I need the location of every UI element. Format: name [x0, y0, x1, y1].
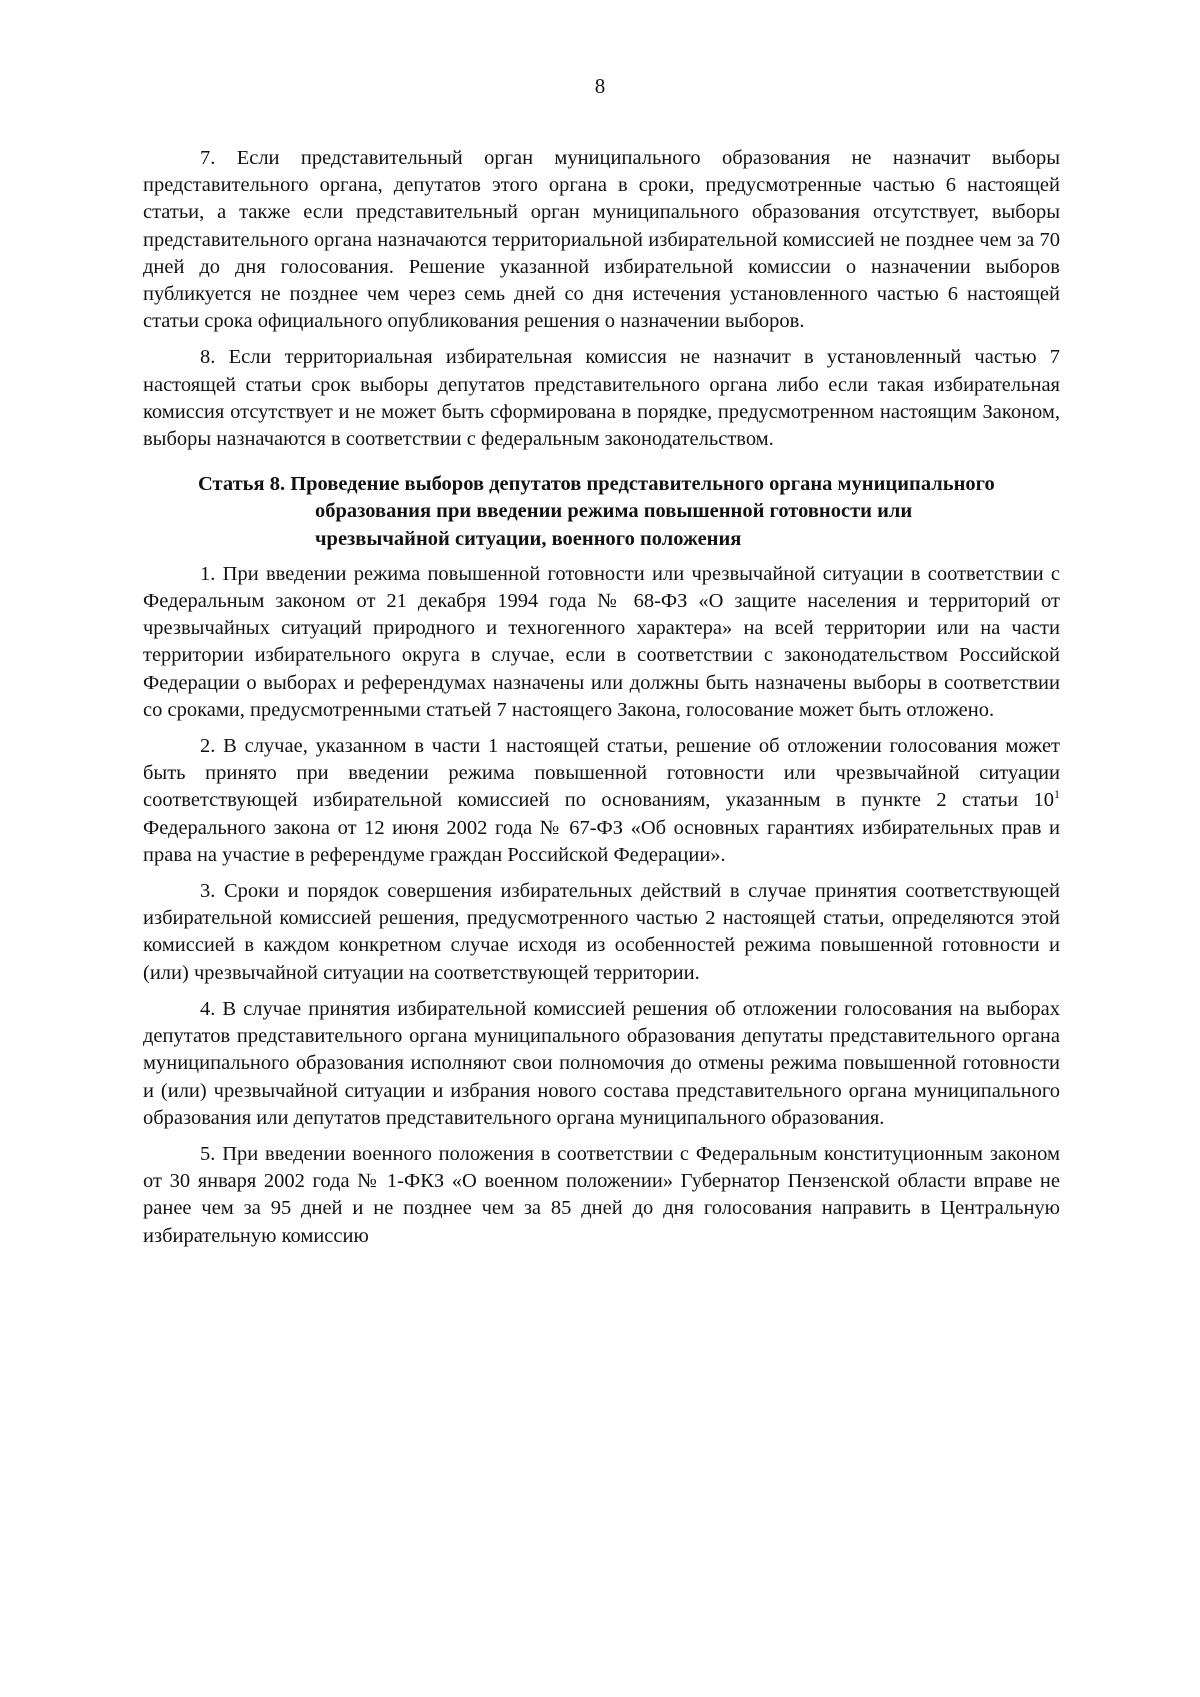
paragraph-2-text-start: 2. В случае, указанном в части 1 настоящей статьи, решение об отложении голосования может быть принято при введении режима повышенной готовности или чрезвычайной ситуации соответствующей избирательной комиссией по основаниям, указанным в пункте 2 статьи 10 — [143, 735, 1060, 812]
article-8-paragraph-1: 1. При введении режима повышенной готовности или чрезвычайной ситуации в соответствии с Федеральным законом от 21 декабря 1994 года № 68-ФЗ «О защите населения и территорий от чрезвычайных ситуаций природного и техногенного характера» на всей территории или на части территории избирательного округа в случае, если в соответствии с законодательством Российской Федерации о выборах и референдумах назначены или должны быть назначены выборы в соответствии со сроками, предусмотренными статьей 7 настоящего Закона, голосование может быть отложено. — [143, 562, 1060, 721]
paragraph-2-text-end: Федерального закона от 12 июня 2002 года № 67-ФЗ «Об основных гарантиях избирательных прав и права на участие в референдуме граждан Российской Федерации». — [143, 816, 1060, 866]
article-8-paragraph-3: 3. Сроки и порядок совершения избирательных действий в случае принятия соответствующей избирательной комиссией решения, предусмотренного частью 2 настоящей статьи, определяются этой комиссией в каждом конкретном случае исходя из особенностей режима повышенной готовности и (или) чрезвычайной ситуации на соответствующей территории. — [143, 880, 1060, 984]
article-8-paragraph-5: 5. При введении военного положения в соответствии с Федеральным конституционным законом от 30 января 2002 года № 1-ФКЗ «О военном положении» Губернатор Пензенской области вправе не ранее чем за 95 дней и не позднее чем за 85 дней до дня голосования направить в Центральную избирательную комиссию — [143, 1142, 1060, 1247]
superscript-footnote: 1 — [1054, 787, 1060, 802]
paragraph-8: 8. Если территориальная избирательная комиссия не назначит в установленный частью 7 настоящей статьи срок выборы депутатов представительного органа либо если такая избирательная комиссия отсутствует и не может быть сформирована в порядке, предусмотренном настоящим Законом, выборы назначаются в соответствии с федеральным законодательством. — [143, 346, 1060, 451]
paragraph-7: 7. Если представительный орган муниципального образования не назначит выборы представительного органа, депутатов этого органа в сроки, предусмотренные частью 6 настоящей статьи, а также если представительный орган муниципального образования отсутствует, выборы представительного органа назначаются территориальной избирательной комиссией не позднее чем за 70 дней до дня голосования. Решение указанной избирательной комиссии о назначении выборов публикуется не позднее чем через семь дней со дня истечения установленного частью 6 настоящей статьи срока официального опубликования решения о назначении выборов. — [143, 147, 1060, 333]
article-8-paragraph-4: 4. В случае принятия избирательной комиссией решения об отложении голосования на выборах депутатов представительного органа муниципального образования депутаты представительного органа муниципального образования исполняют свои полномочия до отмены режима повышенной готовности и (или) чрезвычайной ситуации и избрания нового состава представительного органа муниципального образования или депутатов представительного органа муниципального образования. — [143, 997, 1060, 1129]
document-body — [143, 145, 1060, 1259]
article-8-paragraph-2 — [143, 733, 1060, 869]
article-8-heading: Статья 8. Проведение выборов депутатов представительного органа муниципального образования при введении режима повышенной готовности или чрезвычайной ситуации, военного положения — [198, 473, 995, 550]
page-number: 8 — [594, 74, 606, 98]
